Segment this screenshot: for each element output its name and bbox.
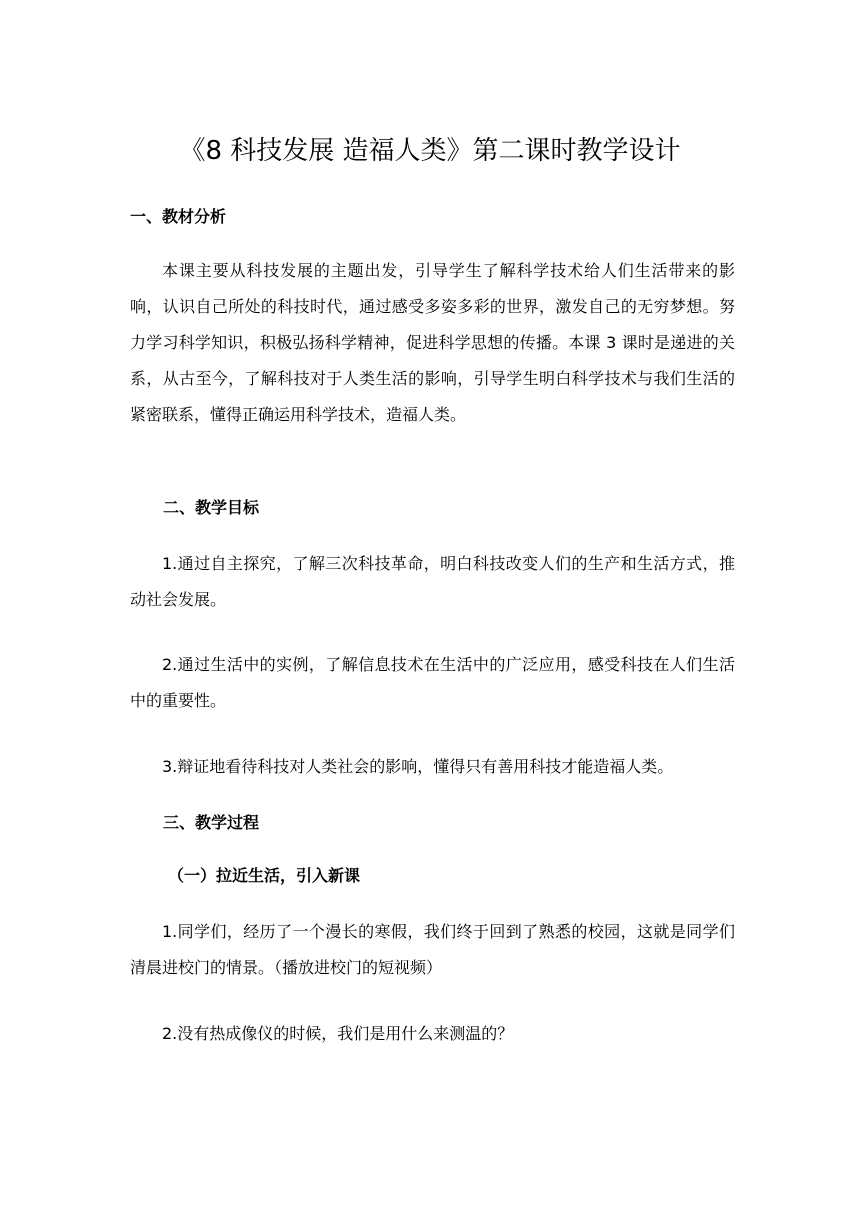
textbook-analysis-paragraph: 本课主要从科技发展的主题出发，引导学生了解科学技术给人们生活带来的影响，认识自己所处的科技时代，通过感受多姿多彩的世界，激发自己的无穷梦想。努力学习科学知识，积极弘扬科学精神，促进科学思想的传播。本课 3 课时是递进的关系，从古至今，了解科技对于人类生活的影响，引导学生明白科学技术与我们生活的紧密联系，懂得正确运用科学技术，造福人类。 bbox=[130, 261, 735, 424]
subsection-heading-intro: （一）拉近生活，引入新课 bbox=[168, 866, 361, 885]
section-heading-teaching-process: 三、教学过程 bbox=[163, 813, 260, 832]
process-step-2: 2.没有热成像仪的时候，我们是用什么来测温的？ bbox=[162, 1024, 514, 1043]
teaching-goal-1: 1.通过自主探究，了解三次科技革命，明白科技改变人们的生产和生活方式，推动社会发展。 bbox=[130, 554, 735, 609]
process-step-1: 1.同学们，经历了一个漫长的寒假，我们终于回到了熟悉的校园，这就是同学们清晨进校门的情景。（播放进校门的短视频） bbox=[130, 922, 735, 977]
document-title: 《8 科技发展 造福人类》第二课时教学设计 bbox=[179, 136, 681, 166]
teaching-goal-3: 3.辩证地看待科技对人类社会的影响，懂得只有善用科技才能造福人类。 bbox=[162, 757, 674, 776]
section-heading-textbook-analysis: 一、教材分析 bbox=[130, 207, 227, 226]
teaching-goal-2: 2.通过生活中的实例，了解信息技术在生活中的广泛应用，感受科技在人们生活中的重要性。 bbox=[130, 655, 735, 710]
section-heading-teaching-goals: 二、教学目标 bbox=[163, 498, 260, 517]
